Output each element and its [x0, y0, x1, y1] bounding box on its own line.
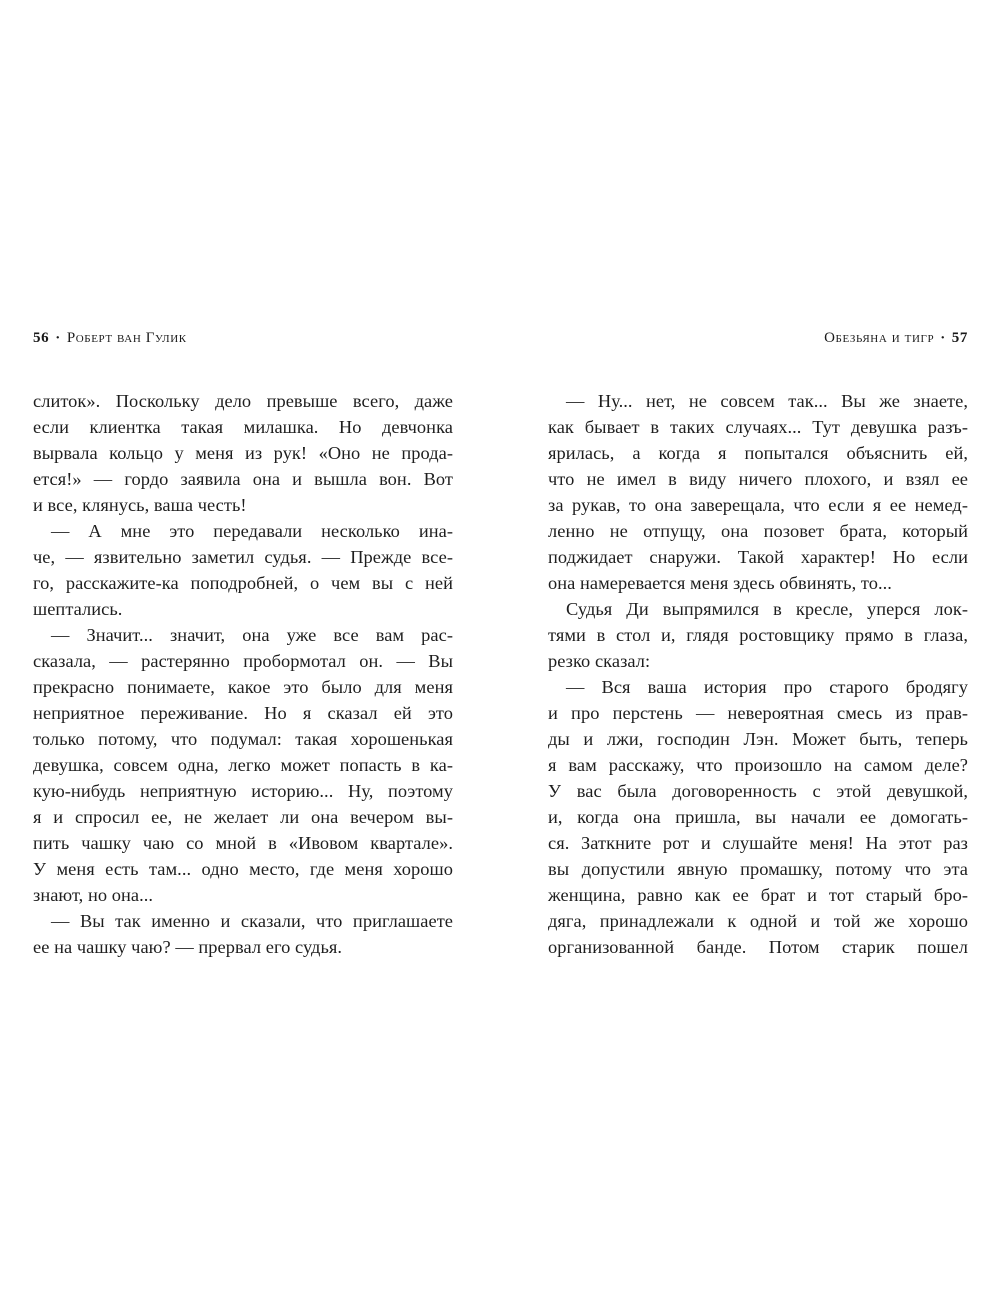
text-line: я и спросил ее, не желает ли она вечером вы-: [33, 807, 453, 827]
text-line: ее на чашку чаю? — прервал его судья.: [33, 937, 343, 957]
text-line: — Вы так именно и сказали, что приглашаете: [51, 911, 453, 931]
right-head-separator: ·: [940, 330, 946, 346]
text-line: ся. Заткните рот и слушайте меня! На этот раз: [548, 833, 968, 853]
text-line: я вам расскажу, что произошло на самом деле?: [548, 755, 968, 775]
text-line: поджидает снаружи. Такой характер! Но если: [548, 547, 968, 567]
text-line: У меня есть там... одно место, где меня хорошо: [33, 859, 453, 879]
text-line: сказала, — растерянно пробормотал он. — Вы: [33, 651, 453, 671]
text-line: тями в стол и, глядя ростовщику прямо в глаза,: [548, 625, 968, 645]
text-line: Судья Ди выпрямился в кресле, уперся лок-: [566, 599, 968, 619]
text-line: если клиентка такая милашка. Но девчонка: [33, 417, 453, 437]
text-line: знают, но она...: [33, 885, 154, 905]
text-line: че, — язвительно заметил судья. — Прежде все-: [33, 547, 453, 567]
text-line: У вас была договоренность с этой девушкой,: [548, 781, 968, 801]
text-line: ды и лжи, господин Лэн. Может быть, теперь: [548, 729, 968, 749]
text-line: резко сказал:: [548, 651, 651, 671]
text-line: за рукав, то она заверещала, что если я ее немед-: [548, 495, 968, 515]
text-line: и все, клянусь, ваша честь!: [33, 495, 247, 515]
right-page-text: [548, 388, 968, 960]
text-line: женщина, равно как ее брат и тот старый бро-: [548, 885, 968, 905]
text-line: прекрасно понимаете, какое это было для меня: [33, 677, 453, 697]
text-line: ярилась, а когда я попытался объяснить ей,: [548, 443, 968, 463]
text-line: и про перстень — невероятная смесь из прав-: [548, 703, 968, 723]
left-running-head: [33, 330, 453, 356]
text-line: слиток». Поскольку дело превыше всего, даже: [33, 391, 453, 411]
text-line: — А мне это передавали несколько ина-: [51, 521, 453, 541]
text-line: пить чашку чаю со мной в «Ивовом квартале».: [33, 833, 453, 853]
text-line: — Значит... значит, она уже все вам рас-: [51, 625, 453, 645]
left-page-text: [33, 388, 453, 960]
text-line: ется!» — гордо заявила она и вышла вон. Вот: [33, 469, 453, 489]
text-line: — Вся ваша история про старого бродягу: [566, 677, 968, 697]
right-running-head: [548, 330, 968, 356]
text-line: кую-нибудь неприятную историю... Ну, поэтому: [33, 781, 453, 801]
text-line: что не имел в виду ничего плохого, и взял ее: [548, 469, 968, 489]
text-line: вы допустили явную промашку, потому что эта: [548, 859, 968, 879]
text-line: как бывает в таких случаях... Тут девушка разъ-: [548, 417, 968, 437]
text-line: дяга, принадлежали к одной и той же хорошо: [548, 911, 968, 931]
left-head-separator: ·: [55, 330, 61, 346]
text-line: и, когда она пришла, вы начали ее домогать-: [548, 807, 968, 827]
text-line: шептались.: [33, 599, 123, 619]
text-line: девушка, совсем одна, легко может попасть в ка-: [33, 755, 453, 775]
text-line: го, расскажите-ка поподробней, о чем вы с ней: [33, 573, 453, 593]
left-head-author: Роберт ван Гулик: [66, 330, 187, 346]
right-page-number: 57: [951, 330, 968, 346]
right-head-title: Обезьяна и тигр: [824, 330, 935, 346]
text-line: — Ну... нет, не совсем так... Вы же знаете,: [566, 391, 968, 411]
text-line: организованной банде. Потом старик пошел: [548, 937, 968, 957]
text-line: вырвала кольцо у меня из рук! «Оно не прода-: [33, 443, 453, 463]
text-line: только потому, что подумал: такая хорошенькая: [33, 729, 453, 749]
text-line: она намеревается меня здесь обвинять, то...: [548, 573, 892, 593]
left-page-number: 56: [33, 330, 50, 346]
text-line: неприятное переживание. Но я сказал ей это: [33, 703, 453, 723]
text-line: ленно не отпущу, она позовет брата, который: [548, 521, 968, 541]
left-page: [33, 330, 453, 960]
right-page: [548, 330, 968, 960]
